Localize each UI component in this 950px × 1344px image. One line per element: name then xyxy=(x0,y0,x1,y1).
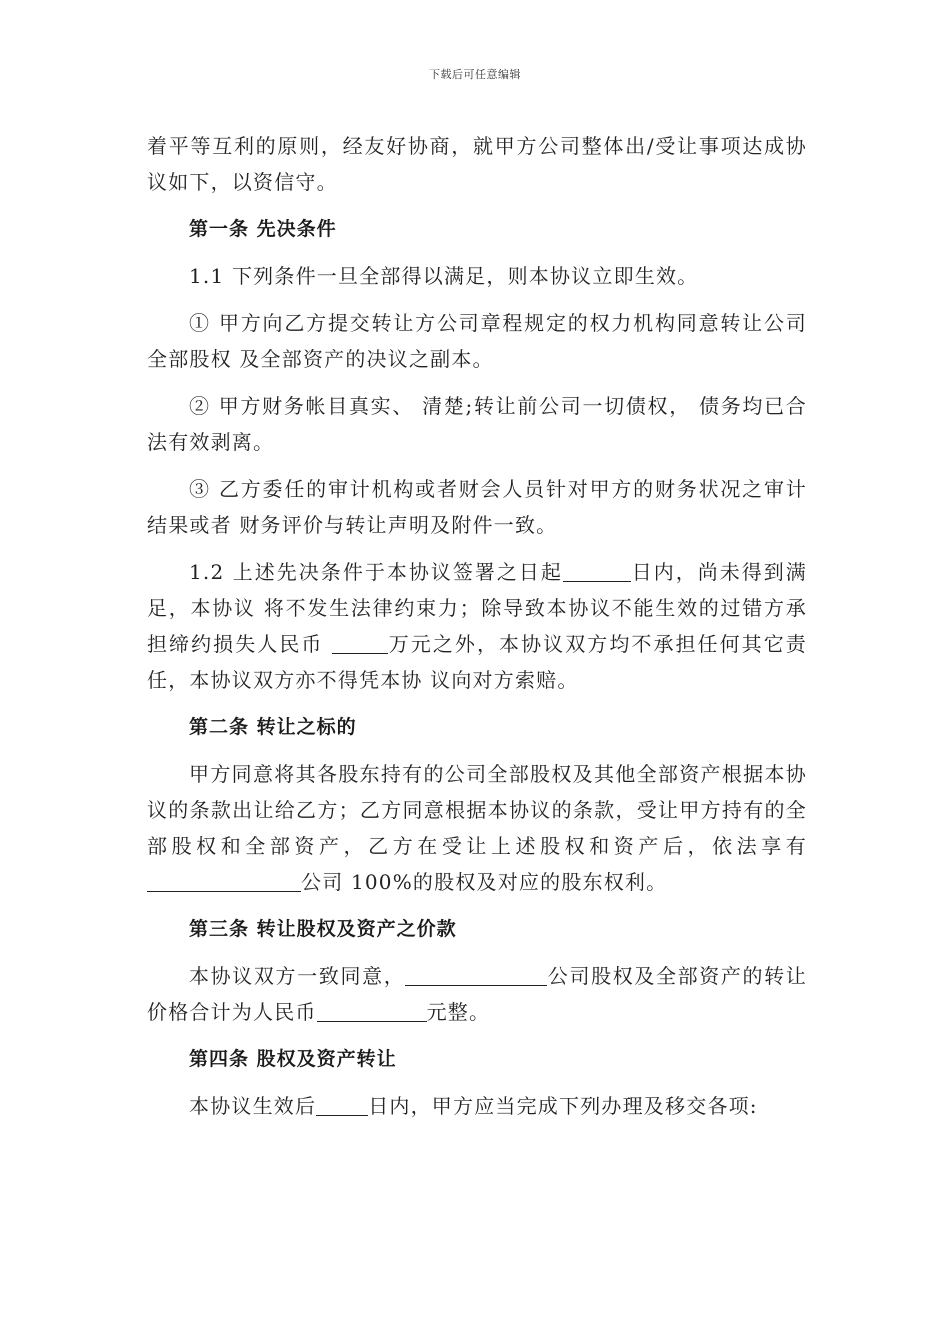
article-3-heading: 第三条 转让股权及资产之价款 xyxy=(189,918,457,940)
article-2-part-a: 甲方同意将其各股东持有的公司全部股权及其他全部资产根据本协议的条款出让给乙方；乙方同意根据本协议的条款，受让甲方持有的全部股权和全部资产，乙方在受让上述股权和资产后，依法享有 xyxy=(147,762,807,858)
article-3-part-a: 本协议双方一致同意， xyxy=(189,964,406,988)
article-1-heading: 第一条 先决条件 xyxy=(189,218,337,240)
clause-1-2-part-a: 1.2 上述先决条件于本协议签署之日起 xyxy=(189,560,563,584)
article-3-part-c: 元整。 xyxy=(426,1000,491,1024)
article-2-body xyxy=(147,756,807,900)
clause-1-2-part-c: 万元之外，本协议双方均不承担任何其它责任，本协议双方亦不得凭本协 议向对方索赔。 xyxy=(147,632,807,692)
article-4-part-b: 日内，甲方应当完成下列办理及移交各项: xyxy=(368,1094,758,1118)
paragraph-intro-continuation: 着平等互利的原则，经友好协商，就甲方公司整体出/受让事项达成协议如下，以资信守。 xyxy=(147,134,807,194)
article-4-heading: 第四条 股权及资产转让 xyxy=(189,1048,397,1070)
condition-1: ① 甲方向乙方提交转让方公司章程规定的权力机构同意转让公司全部股权 及全部资产的决议之副本。 xyxy=(147,311,807,371)
clause-1-2-part-b: 日内，尚未得到满足，本协议 将不发生法律约束力；除导致本协议不能生效的过错方承担缔约损失人民币 xyxy=(147,560,807,656)
article-2-part-b: 公司 100%的股权及对应的股东权利。 xyxy=(301,870,668,894)
clause-1-2 xyxy=(147,554,807,698)
document-body xyxy=(147,128,807,1135)
blank-company-name-field xyxy=(147,869,301,892)
blank-transfer-days-field xyxy=(316,1093,368,1116)
article-4-part-a: 本协议生效后 xyxy=(189,1094,317,1118)
condition-3: ③ 乙方委任的审计机构或者财会人员针对甲方的财务状况之审计结果或者 财务评价与转让声明及附件一致。 xyxy=(147,477,807,537)
article-2-heading: 第二条 转让之标的 xyxy=(189,716,357,738)
clause-1-1: 1.1 下列条件一旦全部得以满足，则本协议立即生效。 xyxy=(189,264,699,288)
blank-days-field xyxy=(563,559,631,582)
condition-2: ② 甲方财务帐目真实、 清楚;转让前公司一切债权， 债务均已合法有效剥离。 xyxy=(147,394,807,454)
article-3-body xyxy=(147,958,807,1030)
blank-amount-field xyxy=(332,631,388,654)
blank-price-field xyxy=(317,999,427,1022)
article-3-part-b: 公司股权及全部资产的转让价格合计为人民币 xyxy=(147,964,808,1024)
blank-company-field xyxy=(405,963,547,986)
header-note: 下载后可任意编辑 xyxy=(429,68,521,81)
article-4-body xyxy=(147,1088,807,1124)
